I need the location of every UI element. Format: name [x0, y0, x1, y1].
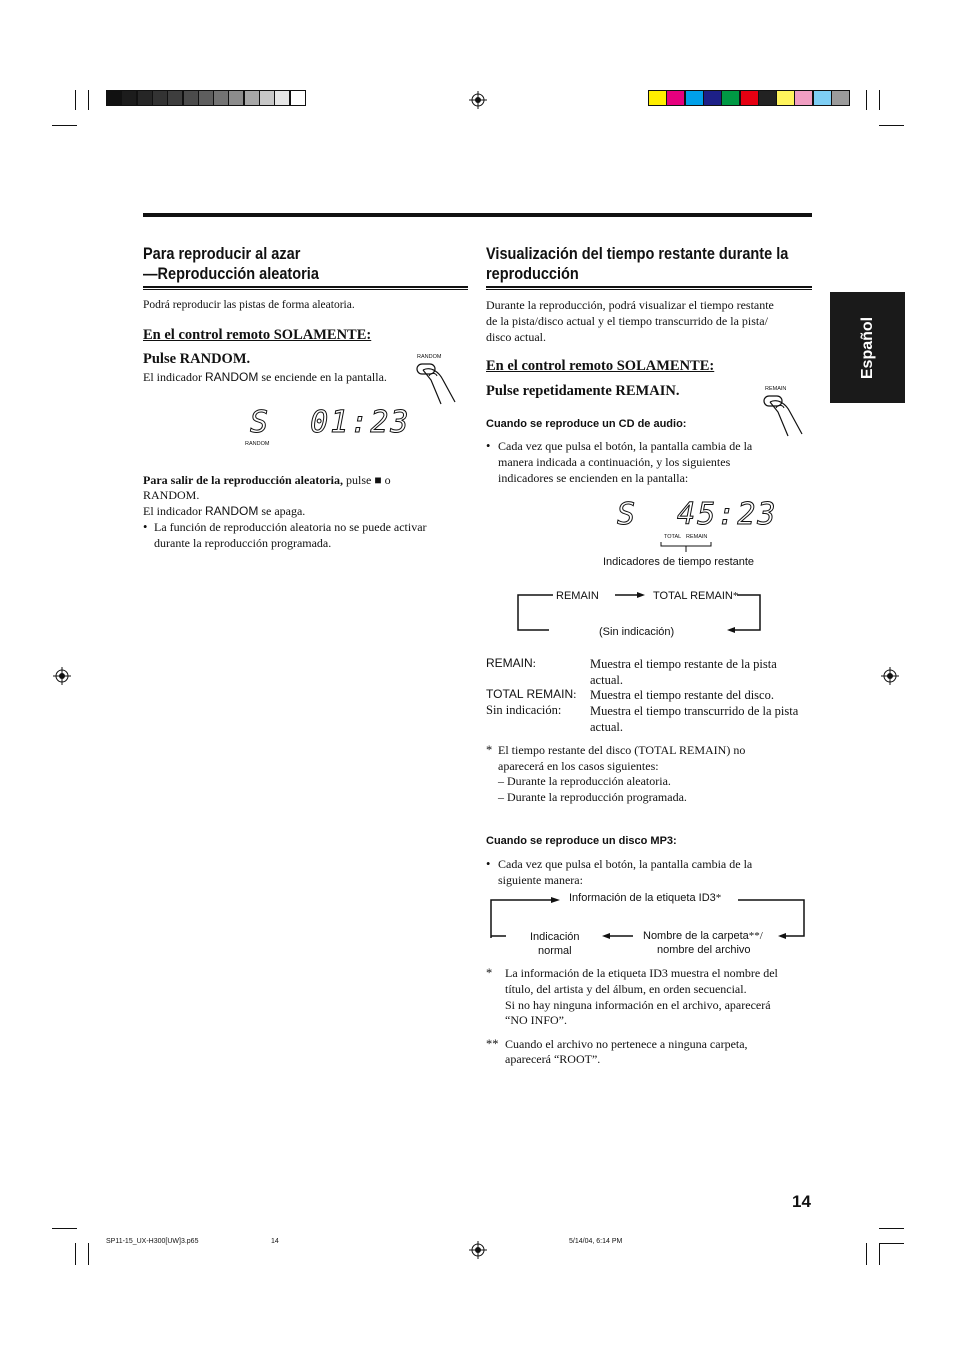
- footer-date: 5/14/04, 6:14 PM: [569, 1238, 623, 1245]
- grayscale-swatch: [152, 90, 168, 106]
- right-heading-line1: Visualización del tiempo restante durante la: [486, 245, 789, 263]
- grayscale-swatch: [121, 90, 137, 106]
- finger-press-remain-icon: [760, 394, 806, 440]
- exit-rest: pulse ■ o: [342, 473, 391, 487]
- cd-bullet-line1: Cada vez que pulsa el botón, la pantalla cambia de la: [498, 439, 753, 453]
- mp3-bullet-mark: •: [486, 857, 491, 871]
- def-term-none-sep: :: [557, 703, 562, 717]
- grayscale-swatch: [213, 90, 229, 106]
- off-post: se apaga.: [258, 504, 306, 518]
- top-rule: [143, 213, 812, 217]
- flow1-no-indication: (Sin indicación): [599, 626, 675, 638]
- grayscale-swatch: [167, 90, 183, 106]
- footnote-mark: *: [486, 743, 493, 757]
- flow1-total-remain-mark: *: [732, 590, 739, 602]
- def-term-none-label: Sin indicación: [486, 703, 558, 717]
- color-swatch: [776, 90, 795, 106]
- color-swatch: [758, 90, 777, 106]
- off-word: RANDOM: [204, 504, 259, 518]
- mp3-heading: Cuando se reproduce un disco MP3:: [486, 835, 677, 847]
- footer-file: SP11-15_UX-H300[UW]3.p65: [106, 1238, 199, 1245]
- grayscale-swatch: [106, 90, 122, 106]
- footnote-line1: El tiempo restante del disco (TOTAL REMAIN) no: [498, 743, 746, 757]
- grayscale-swatch: [259, 90, 275, 106]
- color-swatch: [721, 90, 740, 106]
- def-term-remain: [486, 656, 536, 671]
- grayscale-swatch: [290, 90, 306, 106]
- left-remote-only: En el control remoto SOLAMENTE:: [143, 327, 372, 343]
- flow2-folder-line2: nombre del archivo: [657, 944, 751, 956]
- note1-mark: *: [486, 966, 493, 980]
- indicator-bracket: [660, 541, 712, 553]
- def-term-remain-label: REMAIN: [486, 656, 533, 670]
- indicators-caption: Indicadores de tiempo restante: [603, 556, 755, 568]
- flow1-remain: REMAIN: [556, 590, 599, 602]
- grayscale-swatch: [228, 90, 244, 106]
- def-term-total-sep: :: [573, 687, 577, 701]
- random-button-label: RANDOM: [417, 354, 442, 360]
- left-indicator-note: [143, 369, 387, 385]
- def-term-no-indication: [486, 703, 561, 718]
- note1-line4: “NO INFO”.: [505, 1013, 567, 1027]
- color-swatch: [703, 90, 722, 106]
- finger-press-random-icon: [413, 362, 459, 408]
- color-swatch: [740, 90, 759, 106]
- registration-mark-icon: [53, 667, 71, 685]
- right-heading-rule: [486, 286, 812, 290]
- indicator-post: se enciende en la pantalla.: [258, 370, 387, 384]
- def-term-total-remain: [486, 687, 576, 702]
- remain-button-label: REMAIN: [765, 386, 787, 392]
- exit-bold: Para salir de la reproducción aleatoria,: [143, 473, 343, 487]
- mp3-bullet-line2: siguiente manera:: [498, 873, 583, 887]
- note2-line1: Cuando el archivo no pertenece a ninguna carpeta,: [505, 1037, 748, 1051]
- color-swatch: [794, 90, 813, 106]
- display-indicator-total: TOTAL: [664, 534, 682, 540]
- left-intro: Podrá reproducir las pistas de forma aleatoria.: [143, 299, 355, 311]
- note1-line1: La información de la etiqueta ID3 muestra el nombre del: [505, 966, 778, 980]
- off-pre: El indicador: [143, 504, 205, 518]
- flow2-id3-mark: *: [715, 892, 722, 904]
- color-swatch: [685, 90, 704, 106]
- cd-bullet-mark: •: [486, 439, 491, 453]
- def-desc-remain-line1: Muestra el tiempo restante de la pista: [590, 657, 777, 671]
- right-pulse-instruction: Pulse repetidamente REMAIN.: [486, 383, 680, 399]
- right-intro-line3: disco actual.: [486, 330, 546, 344]
- grayscale-swatch: [137, 90, 153, 106]
- footnote-line4: – Durante la reproducción programada.: [498, 790, 687, 804]
- left-note-line1: La función de reproducción aleatoria no se puede activar: [154, 520, 427, 534]
- language-tab-label-box: [830, 292, 905, 403]
- def-term-total-label: TOTAL REMAIN: [486, 687, 574, 701]
- flow1-total-remain: [653, 590, 738, 602]
- footnote-line2: aparecerá en los casos siguientes:: [498, 759, 659, 773]
- grayscale-swatch: [244, 90, 260, 106]
- footnote-line3: – Durante la reproducción aleatoria.: [498, 774, 671, 788]
- cd-bullet-line2: manera indicada a continuación, y los siguientes: [498, 455, 731, 469]
- left-heading-line2: —Reproducción aleatoria: [143, 265, 319, 283]
- grayscale-swatch: [183, 90, 199, 106]
- flow2-folder-line1: [643, 930, 763, 942]
- color-swatch: [831, 90, 850, 106]
- random-display-digits: S 01:23: [250, 405, 411, 440]
- cd-heading: Cuando se reproduce un CD de audio:: [486, 418, 687, 430]
- grayscale-swatch: [274, 90, 290, 106]
- left-note-line2: durante la reproducción programada.: [154, 536, 332, 550]
- right-remote-only: En el control remoto SOLAMENTE:: [486, 358, 715, 374]
- cd-bullet-line3: indicadores se encienden en la pantalla:: [498, 471, 689, 485]
- flow2-id3-label: Información de la etiqueta ID3: [569, 892, 716, 904]
- language-tab-label: Español: [858, 316, 876, 379]
- footer-page: 14: [271, 1238, 279, 1245]
- def-desc-total-line1: Muestra el tiempo restante del disco.: [590, 688, 774, 702]
- def-desc-none-line1: Muestra el tiempo transcurrido de la pista: [590, 704, 799, 718]
- left-heading-line1: Para reproducir al azar: [143, 245, 301, 263]
- color-swatch: [648, 90, 667, 106]
- left-exit-line2: RANDOM.: [143, 488, 200, 502]
- flow2-folder-mark: **/: [748, 930, 763, 942]
- note2-mark: **: [486, 1037, 499, 1051]
- def-term-remain-sep: :: [532, 656, 537, 670]
- flow2-normal-line1: Indicación: [530, 931, 580, 943]
- note2-line2: aparecerá “ROOT”.: [505, 1052, 601, 1066]
- left-exit-line1: [143, 472, 391, 488]
- registration-mark-icon: [469, 1241, 487, 1259]
- right-intro-line1: Durante la reproducción, podrá visualizar el tiempo restante: [486, 298, 774, 312]
- registration-mark-icon: [469, 91, 487, 109]
- indicator-word: RANDOM: [204, 370, 259, 384]
- left-heading-rule: [143, 286, 468, 290]
- def-desc-no-indication: [590, 703, 815, 735]
- random-display: [250, 405, 411, 445]
- def-desc-total-remain: [590, 687, 815, 703]
- left-pulse-instruction: Pulse RANDOM.: [143, 351, 251, 367]
- def-desc-remain: [590, 656, 815, 688]
- remain-display: [617, 497, 778, 537]
- indicator-pre: El indicador: [143, 370, 205, 384]
- right-heading-line2: reproducción: [486, 265, 579, 283]
- flow1-total-remain-label: TOTAL REMAIN: [653, 590, 733, 602]
- display-indicator-remain: REMAIN: [686, 534, 708, 540]
- registration-mark-icon: [881, 667, 899, 685]
- note1-line2: título, del artista y del álbum, en orden secuencial.: [505, 982, 747, 996]
- flow2-folder-label: Nombre de la carpeta: [643, 930, 749, 942]
- remain-display-digits: S 45:23: [617, 497, 778, 532]
- flow2-normal-line2: normal: [538, 945, 572, 957]
- right-intro-line2: de la pista/disco actual y el tiempo transcurrido de la pista/: [486, 314, 768, 328]
- note1-line3: Si no hay ninguna información en el archivo, aparecerá: [505, 998, 771, 1012]
- left-off-note: [143, 503, 305, 519]
- def-desc-none-line2: actual.: [590, 720, 623, 734]
- grayscale-swatch: [198, 90, 214, 106]
- mp3-bullet-line1: Cada vez que pulsa el botón, la pantalla cambia de la: [498, 857, 753, 871]
- left-note-bullet: •: [143, 520, 148, 534]
- flow2-id3-info: [569, 892, 721, 904]
- random-display-indicator: RANDOM: [245, 441, 270, 447]
- page-number: 14: [792, 1192, 811, 1211]
- color-swatch: [666, 90, 685, 106]
- def-desc-remain-line2: actual.: [590, 673, 623, 687]
- color-swatch: [813, 90, 832, 106]
